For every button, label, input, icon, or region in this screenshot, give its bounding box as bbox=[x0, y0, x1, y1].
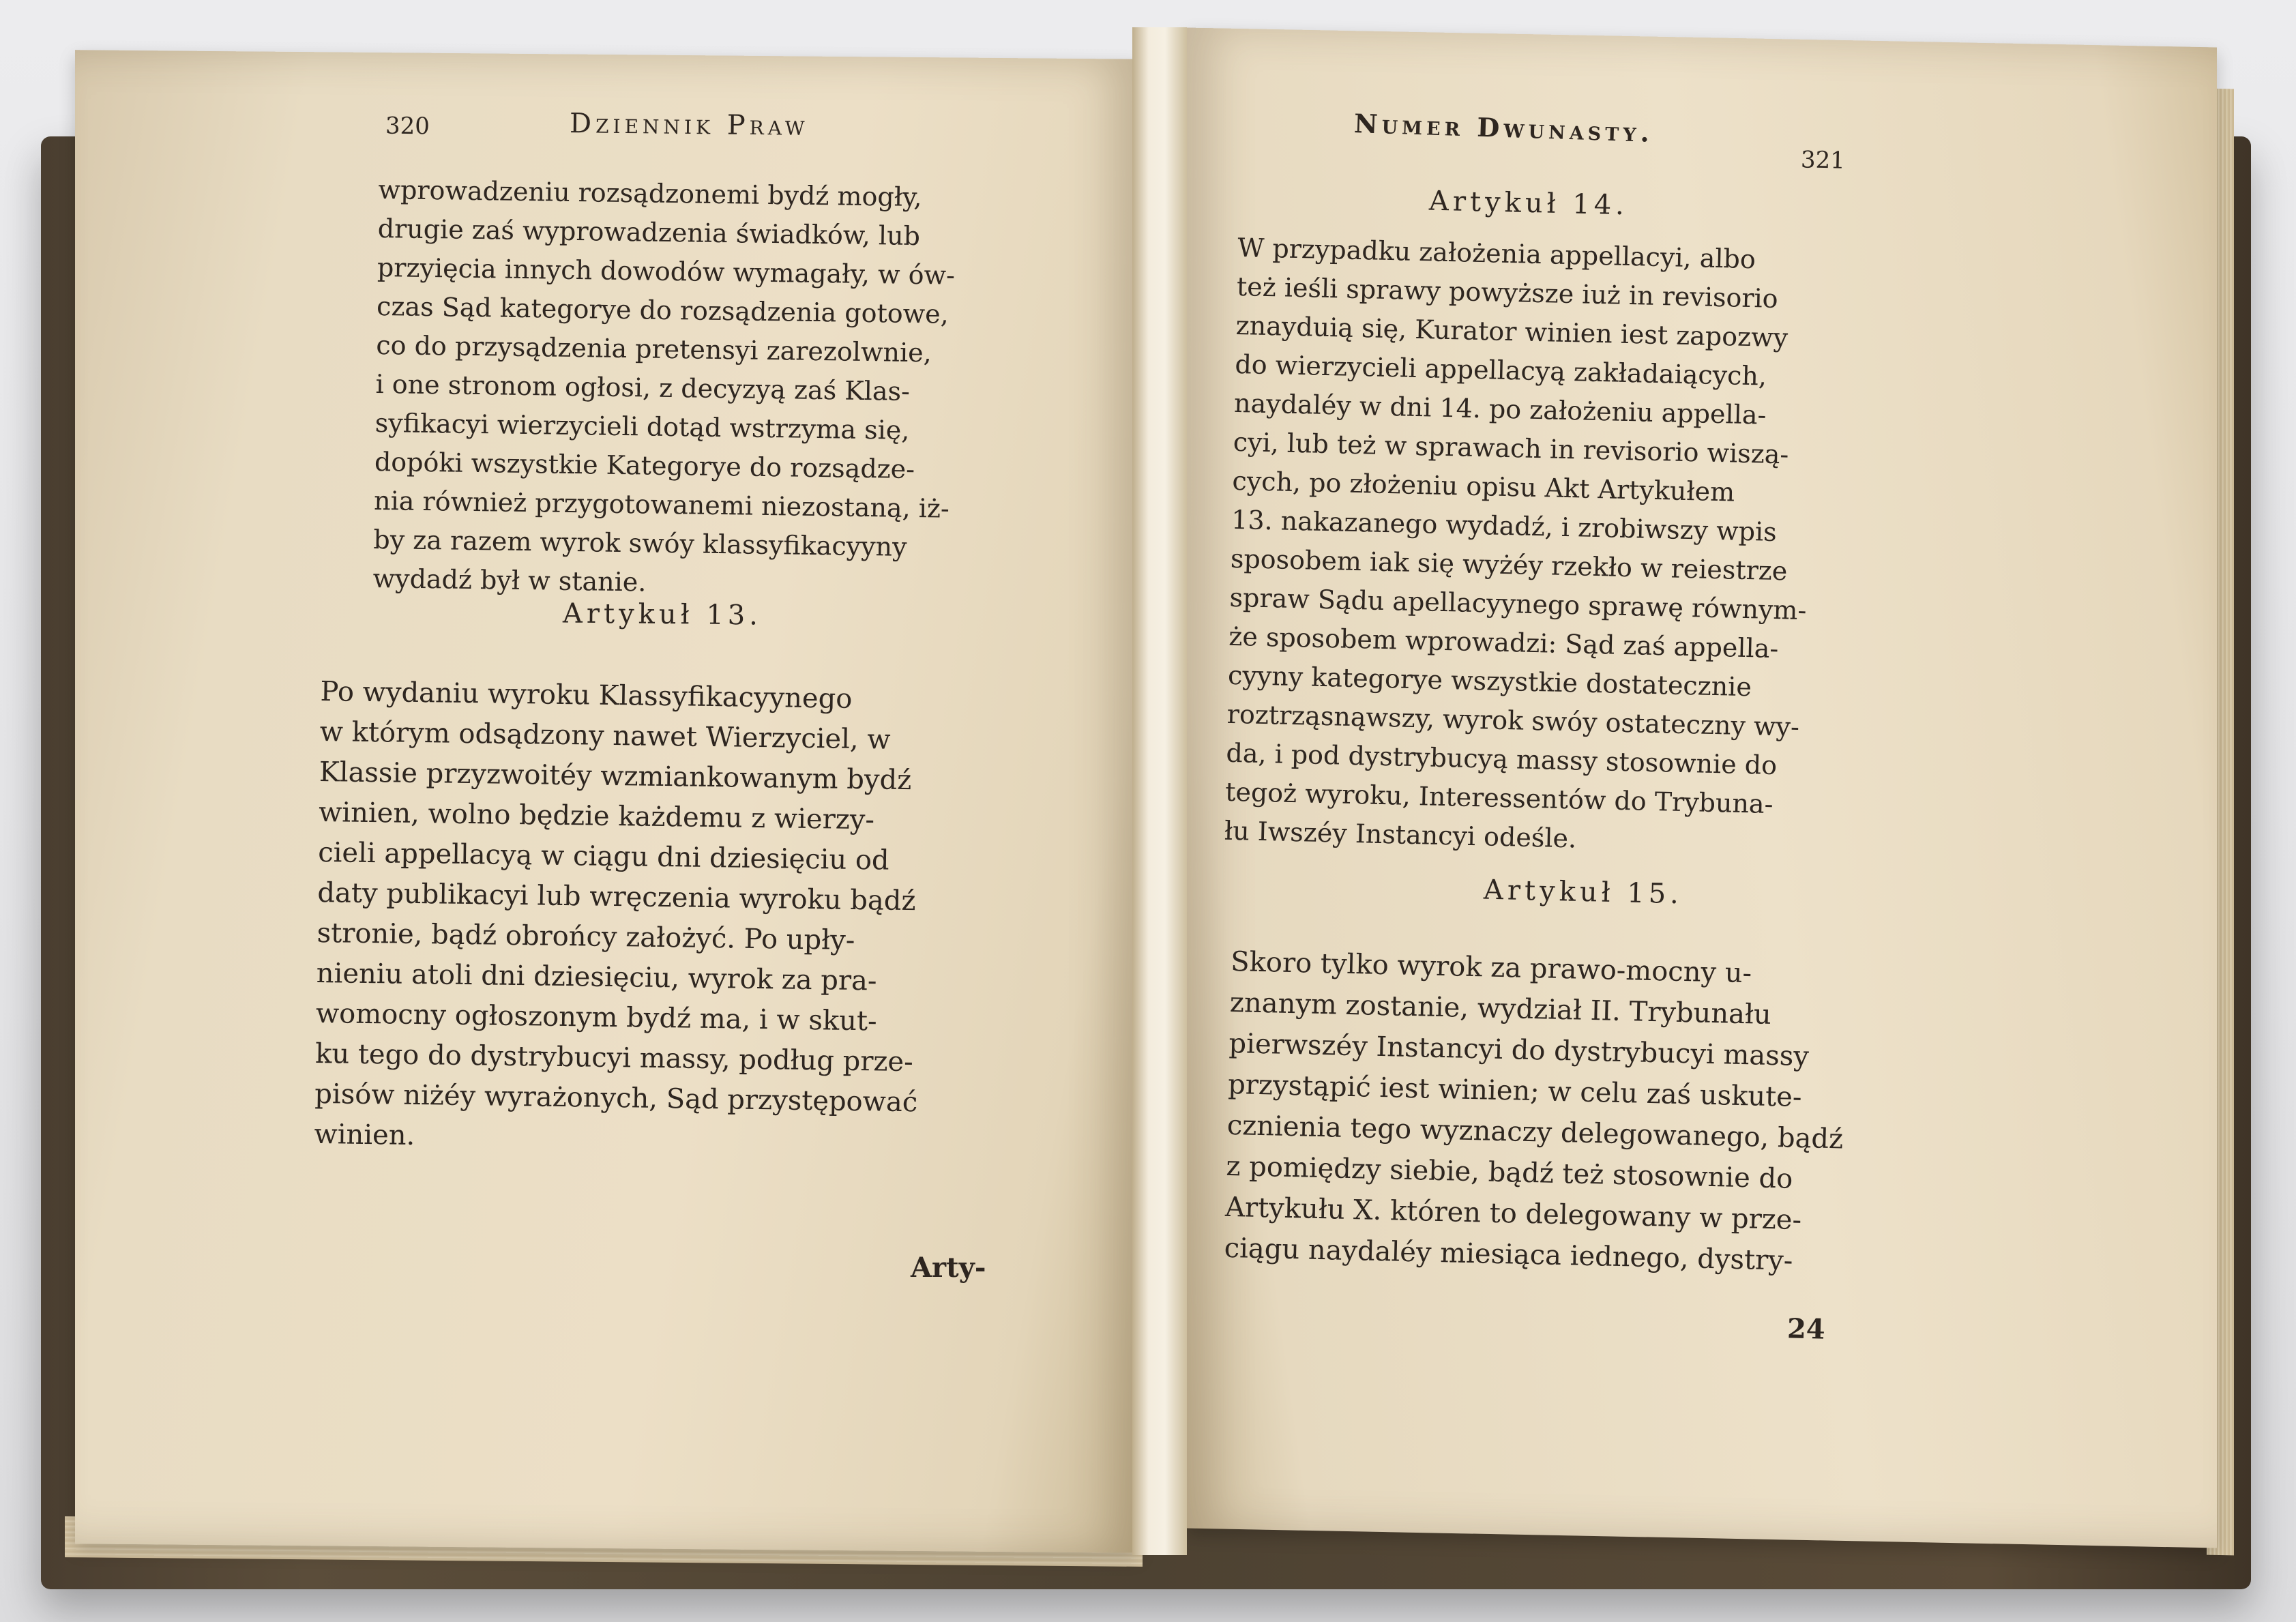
left-paragraph-continuation: wprowadzeniu rozsądzonemi bydź mogły, drugie zaś wyprowadzenia świadków, lub przyięcia innych dowodów wymagały, w ów- czas Sąd kategorye do rozsądzenia gotowe, co do przysądzenia pretensyi zarezolwnie, i one stronom ogłosi, z decyzyą zaś Klas- syfikacyi wierzycieli dotąd wstrzyma się, dopóki wszystkie Kategorye do rozsądze- nia również przygotowanemi niezostaną, iż- by za razem wyrok swóy klassyfikacyyny wydadź był w stanie. bbox=[372, 174, 956, 598]
article-15-heading: Artykuł 15. bbox=[1483, 874, 1683, 911]
right-running-head: Numer Dwunasty. bbox=[1353, 108, 1654, 148]
left-page-number: 320 bbox=[385, 112, 430, 141]
right-page-number: 321 bbox=[1800, 146, 1846, 175]
book-spine-gutter bbox=[1132, 27, 1187, 1555]
article-14-heading: Artykuł 14. bbox=[1428, 185, 1629, 222]
article-13-text: Po wydaniu wyroku Klassyfikacyynego w którym odsądzony nawet Wierzyciel, w Klassie przyzwoitéy wzmiankowanym bydź winien, wolno będzie każdemu z wierzy- cieli appellacyą w ciągu dni dziesięciu od daty publikacyi lub wręczenia wyroku bądź stronie, bądź obrońcy założyć. Po upły- nieniu atoli dni dziesięciu, wyrok za pra- womocny ogłoszonym bydź ma, i w skut- ku tego do dystrybucyi massy, podług prze- pisów niżéy wyrażonych, Sąd przystępować winien. bbox=[314, 675, 918, 1151]
article-15-text: Skoro tylko wyrok za prawo-mocny u- znanym zostanie, wydział II. Trybunału pierwszéy Instancyi do dystrybucyi massy przystąpić iest winien; w celu zaś uskute- cznienia tego wyznaczy delegowanego, bądź z pomiędzy siebie, bądź też stosownie do Artykułu X. któren to delegowany w prze- ciągu naydaléy miesiąca iednego, dystry- bbox=[1224, 945, 1844, 1277]
signature-mark: 24 bbox=[1786, 1312, 1826, 1346]
article-14-text: W przypadku założenia appellacyi, albo też ieśli sprawy powyższe iuż in revisorio znayduią się, Kurator winien iest zapozwy do wierzycieli appellacyą zakładaiących, naydaléy w dni 14. po założeniu appella- cyi, lub też w sprawach in revisorio wiszą- cych, po złożeniu opisu Akt Artykułem 13. nakazanego wydadź, i zrobiwszy wpis sposobem iak się wyżéy rzekło w reiestrze spraw Sądu apellacyynego sprawę równym- że sposobem wprowadzi: Sąd zaś appella- cyyny kategorye wszystkie dostatecznie roztrząsnąwszy, wyrok swóy ostateczny wy- da, i pod dystrybucyą massy stosownie do tegoż wyroku, Interessentów do Trybuna- łu Iwszéy Instancyi odeśle. bbox=[1224, 232, 1807, 854]
left-running-head: Dziennik Praw bbox=[569, 108, 809, 142]
left-catchword: Arty- bbox=[911, 1252, 986, 1284]
article-13-heading: Artykuł 13. bbox=[562, 598, 763, 632]
